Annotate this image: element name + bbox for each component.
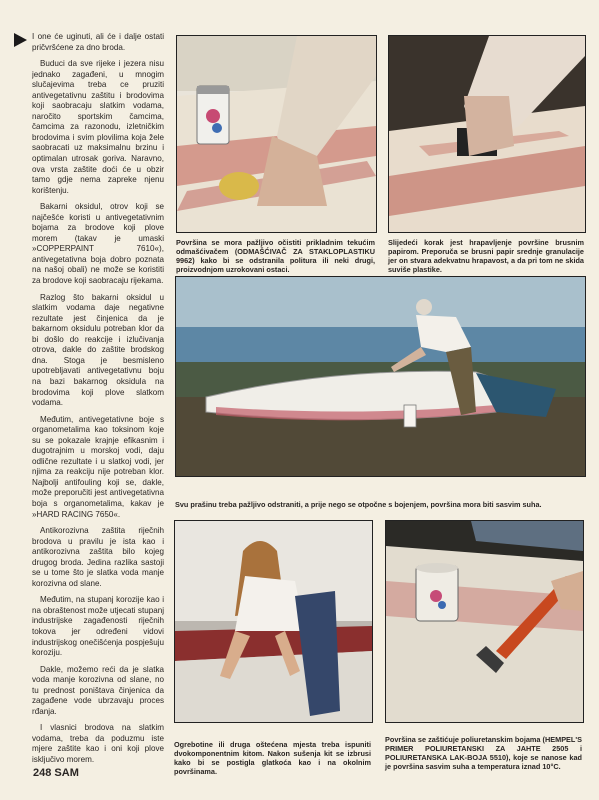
article-paragraph: Razlog što bakarni oksidul u slatkim vodama daje negativne rezultate jest činjenica da je bakarnom oksidulu potreban klor da bi došlo do reakcije i izlučivanja otrova, dakle do zaštite brodskog dna. Stoga je besmisleno upotrebljavati antivegetativnu boju na bazi bakarnog oksidula na brodovima koji plove slatkom vodama.	[32, 292, 164, 408]
caption-photo-3: Svu prašinu treba pažljivo odstraniti, a prije nego se otpočne s bojenjem, površina mora biti sasvim suha.	[175, 500, 542, 509]
arrow-bullet-icon	[14, 33, 27, 47]
caption-photo-1: Površina se mora pažljivo očistiti prikladnim tekućim odmašćivačem (ODMAŠĆIVAČ ZA STAKLOPLASTIKU 9962) kako bi se odstranila politura ili neki drugi, proizvodnjom uzrokovani ostaci.	[176, 238, 375, 274]
article-text-column	[32, 32, 164, 770]
article-paragraph: Međutim, antivegetativne boje s organometalima kao toksinom koje su se pokazale krajnje efikasnim i dugotrajnim u morskoj vodi, daju odlične rezultate i u slatkoj vodi, jer njima za reakciju nije potreban klor. Najbolji antifouling koji se, dakle, može preporučiti jest antivegetativna boja s organometalima, kakav je »HARD RACING 7650«.	[32, 414, 164, 519]
article-paragraph: Bakarni oksidul, otrov koji se najčešće koristi u antivegetativnim bojama za brodove koji plove morem (takav je umaski »COPPERPAINT 7610«), antivegetativna boja dobro poznata na našoj obali) ne može se koristiti za brodove koji saobracaju rijekama.	[32, 202, 164, 286]
magazine-name: SAM	[54, 767, 79, 779]
article-paragraph: Antikorozivna zaštita riječnih brodova u pravilu je ista kao i antikorozivna zaštita bilo kojeg drugog broda. Jedina razlika sastoji se u tome što je slatka voda manje korozivna od slane.	[32, 526, 164, 588]
article-paragraph: I vlasnici brodova na slatkim vodama, treba da poduzmu iste mjere zaštite kao i oni koji plove isključivo morem.	[32, 723, 164, 764]
photo-cleaning-hull	[176, 35, 377, 233]
article-paragraph: Međutim, na stupanj korozije kao i na obraštenost može utjecati stupanj industrijske zagađenosti riječnih tokova jer određeni vidovi industrijskog onečišćenja pospješuju koroziju.	[32, 595, 164, 658]
article-paragraph: Dakle, možemo reći da je slatka voda manje korozivna od slane, no tu prednost poništava činjenica da zagađene vode ubrzavaju proces rđanja.	[32, 664, 164, 716]
page-number: 248	[33, 767, 52, 779]
caption-photo-2: Slijedeći korak jest hrapavljenje površine brusnim papirom. Preporuča se brusni papir srednje granulacije jer on stvara adekvatnu hrapavost, a da pri tom ne skida suviše plastike.	[388, 238, 584, 274]
photo-filling-scratches	[174, 520, 373, 723]
article-paragraph: Buduci da sve rijeke i jezera nisu jednako zagađeni, u mnogim slučajevima treba ce pruziti antivegetativnu zaštitu i brodovima koji saobracaju slatkim vodama, naročito sportskim čamcima, čamcima za razonodu, izletničkim brodovima i svim plovilima koja žele saobracati uz maksimalnu brzinu i optimalan utrosak goriva. Naravno, ova vrsta zaštite doći će u obzir tamo gdje nema zapreke njenu korištenju.	[32, 59, 164, 195]
caption-photo-4: Ogrebotine ili druga oštećena mjesta treba ispuniti dvokomponentnim kitom. Nakon sušenja kit se izbrusi kako bi se postigla glatkoća kao i na okolnim površinama.	[174, 740, 371, 776]
photo-painting-hull	[385, 520, 584, 723]
caption-photo-5: Površina se zaštićuje poliuretanskim bojama (HEMPEL'S PRIMER POLIURETANSKI ZA JAHTE 2505 i POLIURETANSKA LAK-BOJA 5510), koje se nanose kad je površina sasvim suha a temperatura iznad 10°C.	[385, 735, 582, 771]
photo-wiping-boat-shore	[175, 276, 586, 477]
article-paragraph: I one će uginuti, ali će i dalje ostati pričvršćene za dno broda.	[32, 32, 164, 52]
photo-sanding-hull	[388, 35, 586, 233]
page-footer	[33, 767, 79, 779]
